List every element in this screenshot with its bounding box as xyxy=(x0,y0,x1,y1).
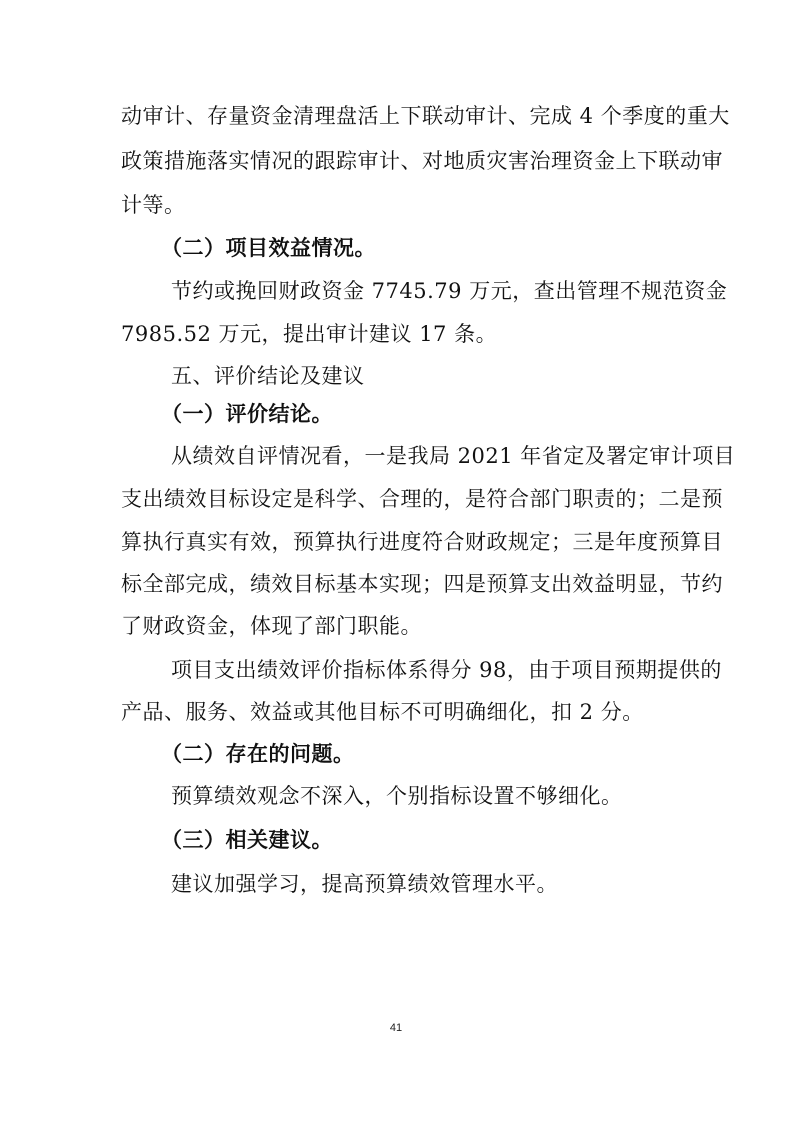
paragraph-line: 政策措施落实情况的跟踪审计、对地质灾害治理资金上下联动审 xyxy=(121,149,723,173)
paragraph-line: 动审计、存量资金清理盘活上下联动审计、完成 4 个季度的重大 xyxy=(121,104,730,128)
paragraph-line: 标全部完成，绩效目标基本实现；四是预算支出效益明显，节约 xyxy=(121,572,723,596)
paragraph-line: 建议加强学习，提高预算绩效管理水平。 xyxy=(171,872,558,896)
paragraph-line: 节约或挽回财政资金 7745.79 万元，查出管理不规范资金 xyxy=(171,279,728,303)
paragraph-line: 预算绩效观念不深入，个别指标设置不够细化。 xyxy=(171,784,623,808)
paragraph-line: 从绩效自评情况看，一是我局 2021 年省定及署定审计项目 xyxy=(171,444,736,468)
paragraph-line: 了财政资金，体现了部门职能。 xyxy=(121,614,422,638)
page-number: 41 xyxy=(389,1022,403,1034)
paragraph-line: 支出绩效目标设定是科学、合理的，是符合部门职责的；二是预 xyxy=(121,487,723,511)
subheading-suggestions: （三）相关建议。 xyxy=(161,828,333,852)
section-title-five: 五、评价结论及建议 xyxy=(171,364,365,388)
paragraph-line: 项目支出绩效评价指标体系得分 98，由于项目预期提供的 xyxy=(171,658,722,682)
subheading-project-benefits: （二）项目效益情况。 xyxy=(161,236,376,260)
paragraph-line: 7985.52 万元，提出审计建议 17 条。 xyxy=(121,322,498,346)
subheading-problems: （二）存在的问题。 xyxy=(161,742,355,766)
paragraph-line: 算执行真实有效，预算执行进度符合财政规定；三是年度预算目 xyxy=(121,530,723,554)
paragraph-line: 产品、服务、效益或其他目标不可明确细化，扣 2 分。 xyxy=(121,700,644,724)
paragraph-line: 计等。 xyxy=(121,193,186,217)
subheading-conclusion: （一）评价结论。 xyxy=(161,402,333,426)
